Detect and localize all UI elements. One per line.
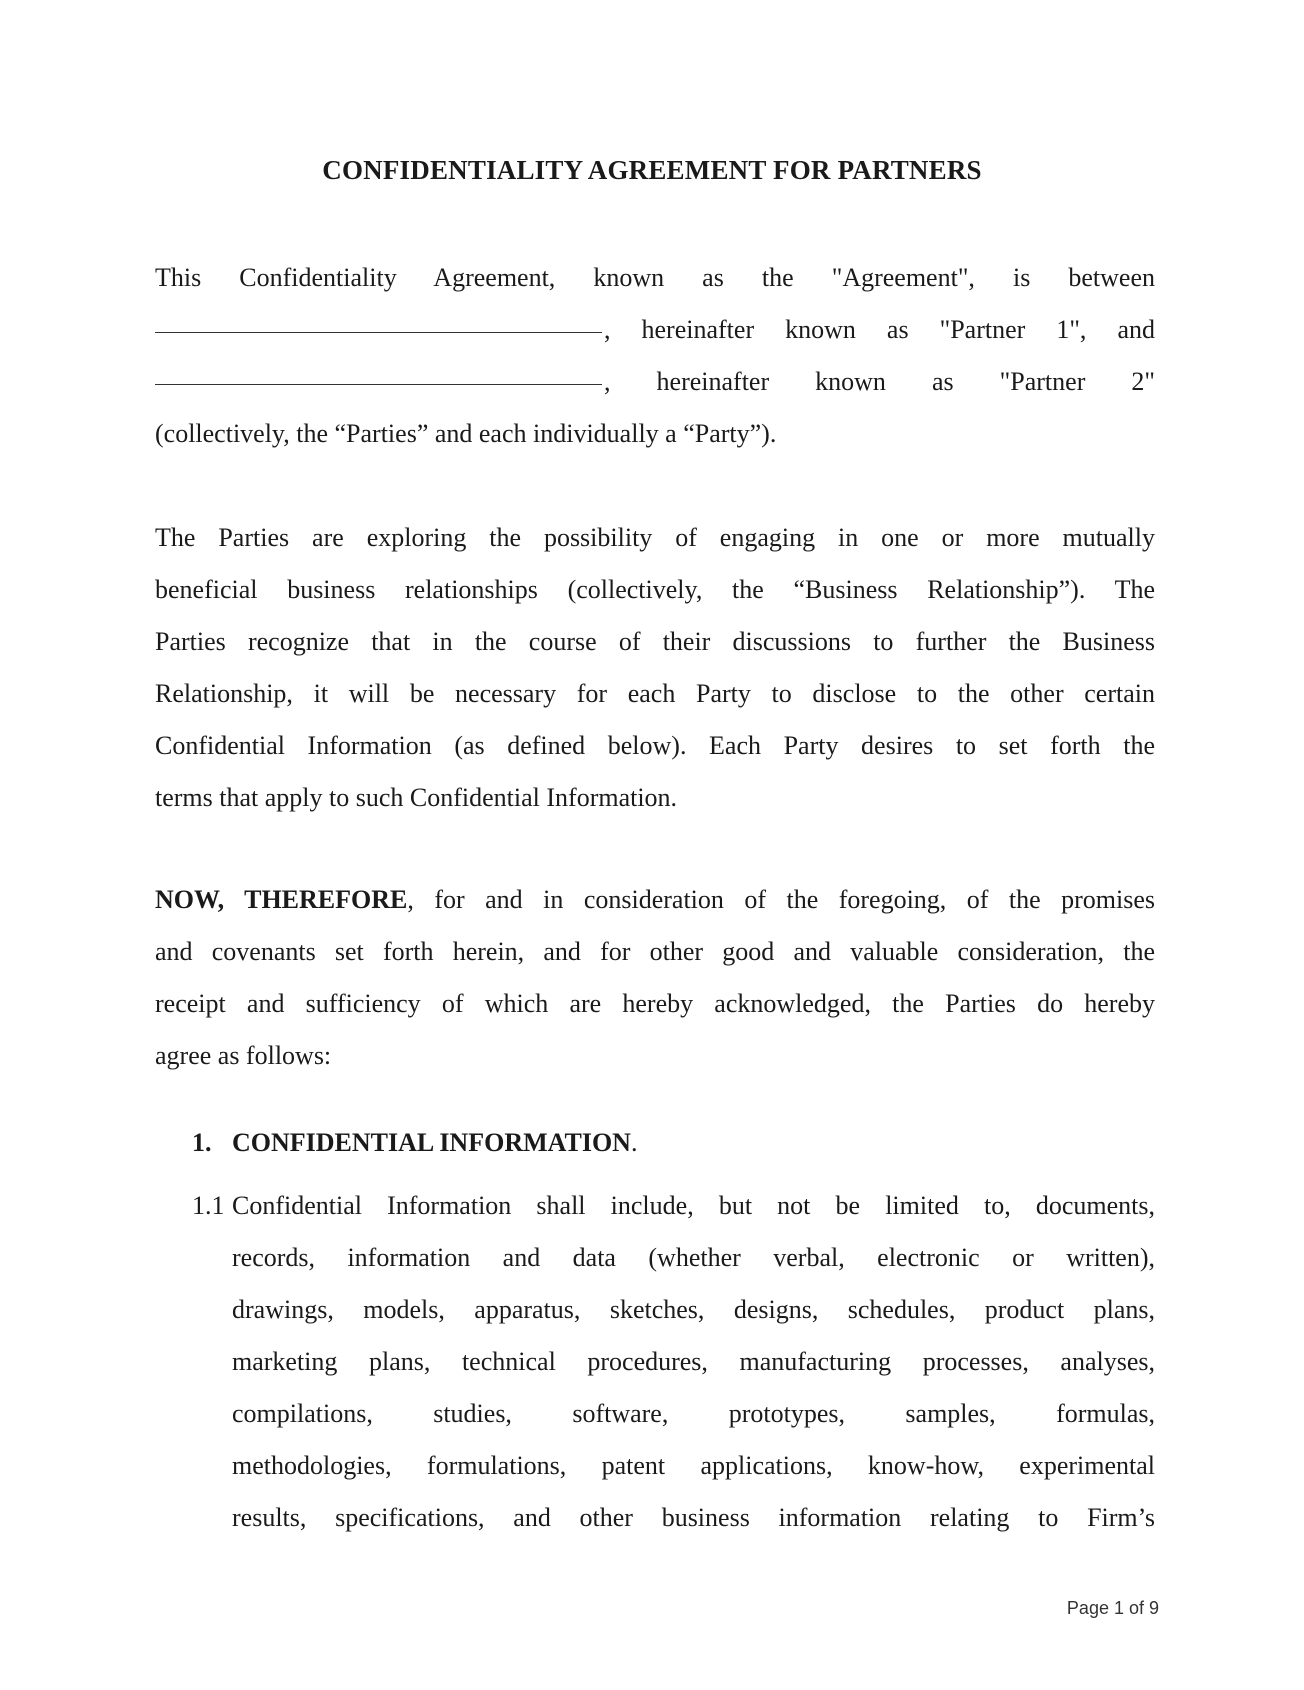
- intro-line-3: [155, 356, 1155, 408]
- paragraph-line: and covenants set forth herein, and for other good and valuable consideration, the: [155, 937, 1155, 966]
- paragraph-line: Confidential Information (as defined below). Each Party desires to set forth the: [155, 731, 1155, 760]
- paragraph-line: receipt and sufficiency of which are hereby acknowledged, the Parties do hereby: [155, 989, 1155, 1018]
- clause-line: results, specifications, and other business information relating to Firm’s: [232, 1503, 1155, 1532]
- intro-line-1: This Confidentiality Agreement, known as the "Agreement", is between: [155, 263, 1155, 292]
- paragraph-line: terms that apply to such Confidential Information.: [155, 783, 678, 812]
- paragraph-line: [155, 874, 1155, 926]
- section-title-punct: .: [630, 1128, 638, 1157]
- section-title: CONFIDENTIAL INFORMATION: [232, 1128, 631, 1157]
- paragraph-line: The Parties are exploring the possibility of engaging in one or more mutually: [155, 523, 1155, 552]
- paragraph-line: beneficial business relationships (collectively, the “Business Relationship”). The: [155, 575, 1155, 604]
- clause-text: Confidential Information shall include, but not be limited to, documents,: [232, 1191, 1155, 1220]
- clause-continuation: [192, 1232, 1155, 1544]
- partner1-blank-field[interactable]: [155, 304, 602, 333]
- intro-paragraph: [155, 252, 1155, 460]
- partner2-blank-field[interactable]: [155, 356, 602, 385]
- section-1-heading: [192, 1128, 637, 1158]
- clause-number: 1.1: [192, 1191, 225, 1220]
- now-therefore-rest: , for and in consideration of the foregoing, of the promises: [407, 885, 1156, 914]
- clause-line: drawings, models, apparatus, sketches, designs, schedules, product plans,: [232, 1295, 1155, 1324]
- business-relationship-paragraph: [155, 512, 1155, 824]
- section-number: 1.: [192, 1128, 212, 1157]
- clause-line: records, information and data (whether verbal, electronic or written),: [232, 1243, 1155, 1272]
- clause-1-1: [192, 1180, 1155, 1544]
- clause-first-line: [192, 1180, 1155, 1232]
- clause-line: methodologies, formulations, patent applications, know-how, experimental: [232, 1451, 1155, 1480]
- page-number: Page 1 of 9: [1066, 1598, 1159, 1618]
- document-title: CONFIDENTIALITY AGREEMENT FOR PARTNERS: [322, 155, 982, 185]
- clause-line: compilations, studies, software, prototypes, samples, formulas,: [232, 1399, 1155, 1428]
- now-therefore-paragraph: [155, 874, 1155, 1082]
- intro-line-3-text: , hereinafter known as "Partner 2": [604, 367, 1155, 396]
- clause-line: marketing plans, technical procedures, manufacturing processes, analyses,: [232, 1347, 1155, 1376]
- paragraph-line: Relationship, it will be necessary for each Party to disclose to the other certain: [155, 679, 1155, 708]
- now-therefore-bold: NOW, THEREFORE: [155, 885, 408, 914]
- paragraph-line: Parties recognize that in the course of their discussions to further the Business: [155, 627, 1155, 656]
- paragraph-line: agree as follows:: [155, 1041, 332, 1070]
- intro-line-2: [155, 304, 1155, 356]
- intro-line-2-text: , hereinafter known as "Partner 1", and: [604, 315, 1155, 344]
- intro-line-4: (collectively, the “Parties” and each individually a “Party”).: [155, 419, 777, 448]
